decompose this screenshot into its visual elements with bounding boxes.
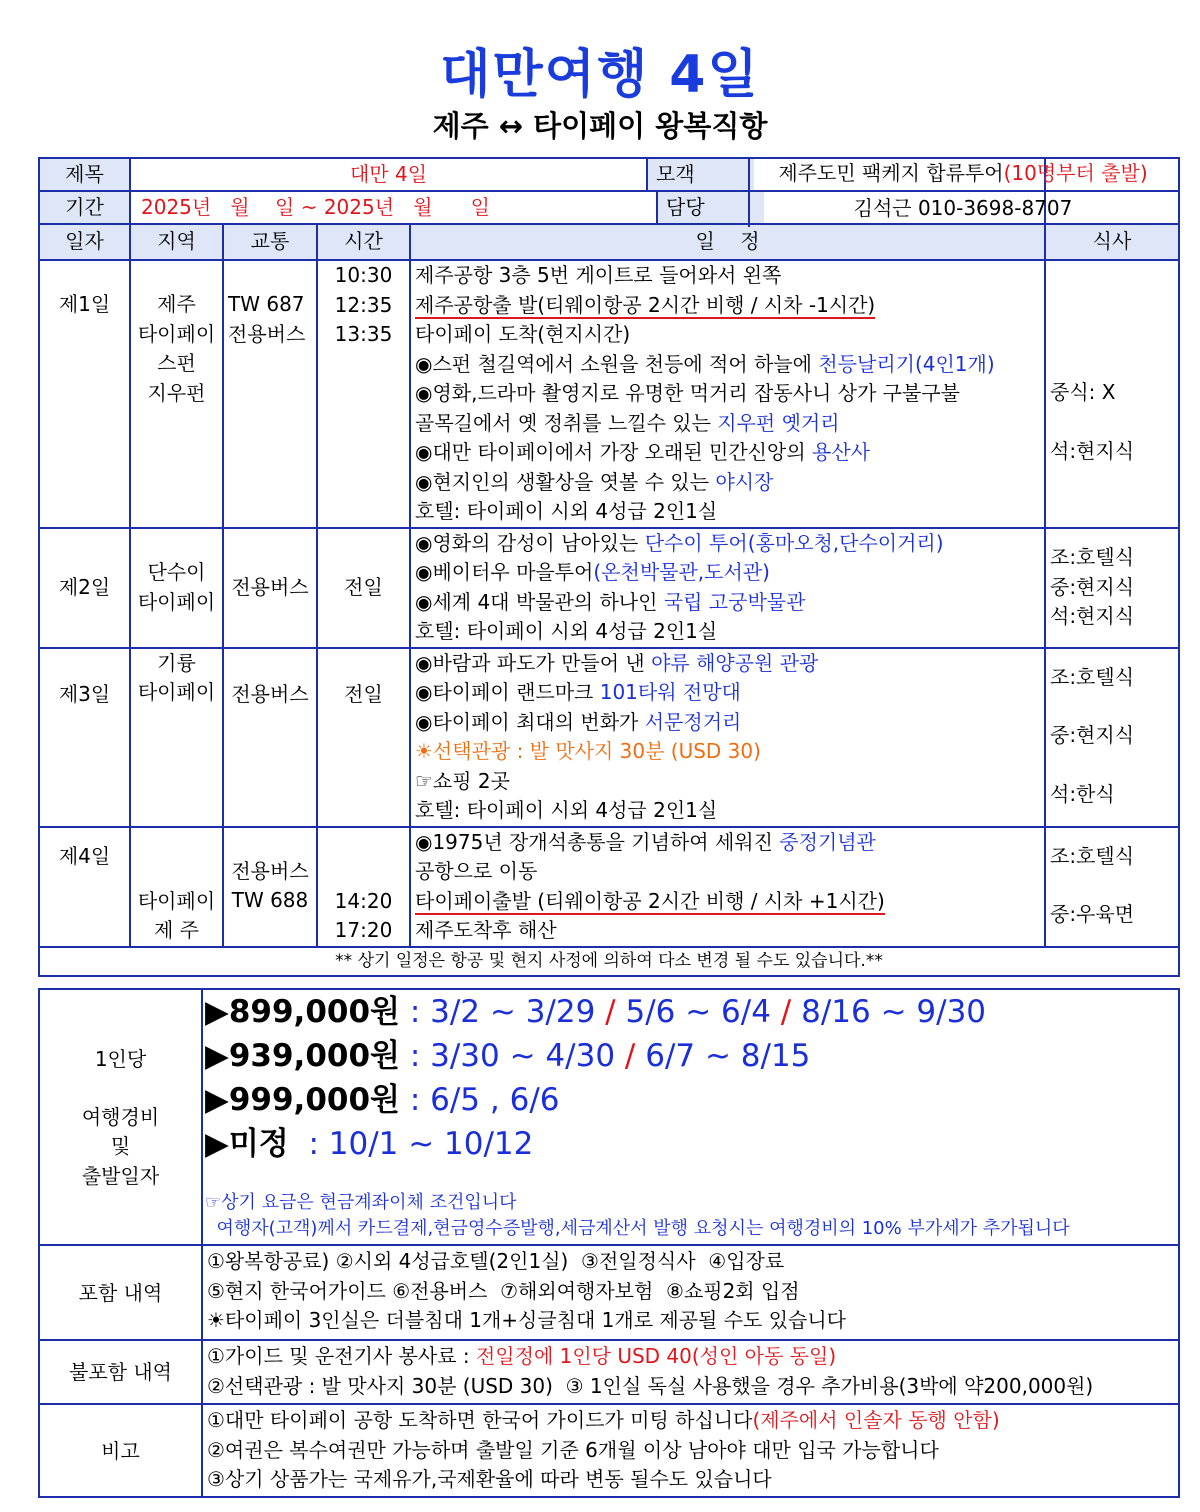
hotel-line: 호텔: 타이페이 시외 4성급 2인1실 (415, 619, 718, 643)
excludes-row (39, 1340, 1179, 1404)
time-text: 17:20 (334, 918, 393, 942)
itinerary-table (38, 157, 1180, 977)
highlight-text: 중정기념관 (779, 829, 876, 854)
time-text: 12:35 (334, 292, 393, 317)
region-text: 단수이 (147, 560, 206, 584)
header-time: 시간 (317, 224, 410, 260)
optional-tour-line: ☀선택관광 : 발 맛사지 30분 (USD 30) (415, 739, 761, 763)
schedule-line (415, 291, 1040, 321)
meal-text: 중:우육면 (1050, 902, 1135, 926)
divider (748, 157, 750, 227)
meal-text: 조:호텔식 (1050, 664, 1135, 689)
remarks-line: ③상기 상품가는 국제유가,국제환율에 따라 변동 될수도 있습니다 (207, 1467, 772, 1491)
schedule-line: ◉베이터우 마을투어(온천박물관,도서관) (415, 560, 770, 584)
subject-label: 제목 (39, 158, 130, 191)
includes-line: ⑤현지 한국어가이드 ⑥전용버스 ⑦해외여행자보험 ⑧쇼핑2회 입점 (207, 1278, 800, 1303)
includes-line: ☀타이페이 3인실은 더블침대 1개+싱글침대 1개로 제공될 수도 있습니다 (207, 1308, 847, 1332)
highlight-text: 용산사 (812, 440, 870, 464)
excludes-line: ②선택관광 : 발 맛사지 30분 (USD 30) ③ 1인실 독실 사용했을 경우 추가비용(3박에 약200,000원) (207, 1373, 1094, 1398)
schedule-line: ◉영화,드라마 촬영지로 유명한 먹거리 잡동사니 상가 구불구불 (415, 381, 960, 405)
highlight-text: 101타워 전망대 (599, 680, 741, 704)
schedule-line: ◉현지인의 생활상을 엿볼 수 있는 야시장 (415, 469, 774, 494)
shopping-line: ☞쇼핑 2곳 (415, 768, 510, 793)
schedule-line (415, 887, 1040, 917)
region-text: 지우펀 (147, 380, 206, 405)
region-text: 타이페이 (137, 589, 216, 614)
region-text: 제 주 (154, 918, 199, 942)
time-text: 14:20 (334, 888, 393, 913)
customer-label: 모객 (646, 159, 754, 190)
excludes-line: ①가이드 및 운전기사 봉사료 : 전일정에 1인당 USD 40(성인 아동 동일) (207, 1344, 837, 1368)
region-text: 타이페이 (137, 888, 216, 913)
flight-text: 타이페이출발 (티웨이항공 2시간 비행 / 시차 +1시간) (415, 888, 885, 913)
day-row (39, 648, 1179, 827)
region-text: 타이페이 (137, 321, 216, 346)
customer-value-cell (748, 157, 1178, 190)
remarks-line: ②여권은 복수여권만 가능하며 출발일 기준 6개월 이상 남아야 대만 입국 가능합니다 (207, 1437, 939, 1462)
schedule-line: ◉대만 타이페이에서 가장 오래된 민간신앙의 용산사 (415, 440, 870, 464)
schedule-note-row (39, 947, 1179, 976)
time-text: 전일 (317, 528, 410, 648)
schedule-note: ** 상기 일정은 항공 및 현지 사정에 의하여 다소 변경 될 수도 있습니다.** (39, 947, 1179, 976)
meal-text: 중식: X (1050, 380, 1116, 404)
customer-value: 제주도민 팩케지 합류투어 (778, 161, 1004, 185)
manager-value: 김석근 010-3698-8707 (853, 196, 1073, 220)
highlight-text: 지우펀 옛거리 (717, 410, 840, 435)
remarks-label: 비고 (39, 1404, 202, 1497)
schedule-line: 타이페이 도착(현지시간) (415, 322, 631, 346)
includes-label: 포함 내역 (39, 1245, 202, 1340)
pricing-note: 여행자(고객)께서 카드결제,현금영수증발행,세금계산서 발행 요청시는 여행경비의 10% 부가세가 추가됩니다 (205, 1218, 1070, 1239)
meal-text: 중:현지식 (1050, 723, 1135, 747)
transport-text: TW 687 (228, 292, 305, 316)
price-row: ▶미정 : 10/1 ~ 10/12 (205, 1126, 534, 1162)
time-text: 10:30 (334, 263, 393, 287)
price-row: ▶999,000원 : 6/5 , 6/6 (205, 1082, 560, 1118)
highlight-text: 국립 고궁박물관 (663, 589, 806, 614)
day-label: 제3일 (58, 681, 111, 706)
day-label: 제1일 (58, 292, 111, 316)
schedule-line: 골목길에서 옛 정취를 느낄수 있는 지우펀 옛거리 (415, 410, 840, 435)
schedule-line: ◉세계 4대 박물관의 하나인 국립 고궁박물관 (415, 589, 806, 614)
region-text: 제주 (157, 292, 196, 316)
manager-label: 담당 (656, 192, 764, 223)
region-text: 스펀 (157, 351, 196, 375)
meal-text: 석:현지식 (1050, 604, 1135, 629)
header-schedule: 일 정 (410, 224, 1045, 260)
hotel-line: 호텔: 타이페이 시외 4성급 2인1실 (415, 798, 718, 822)
header-day: 일자 (39, 224, 130, 260)
excludes-label: 불포함 내역 (39, 1340, 202, 1404)
transport-text: TW 688 (231, 888, 309, 912)
schedule-line: ◉스펀 철길역에서 소원을 천등에 적어 하늘에 천등날리기(4인1개) (415, 351, 995, 376)
transport-text: 전용버스 (223, 528, 317, 648)
transport-text: 전용버스 (231, 681, 309, 706)
pricing-label: 여행경비 (81, 1104, 160, 1129)
schedule-line: ◉타이페이 최대의 번화가 서문정거리 (415, 709, 742, 734)
schedule-line: ◉타이페이 랜드마크 101타워 전망대 (415, 680, 741, 704)
price-row: ▶939,000원 : 3/30 ~ 4/30 / 6/7 ~ 8/15 (205, 1038, 811, 1074)
schedule-line: ◉바람과 파도가 만들어 낸 야류 해양공원 관광 (415, 650, 819, 675)
period-label: 기간 (39, 191, 130, 224)
period-value: 2025년 월 일 ~ 2025년 월 일 (141, 195, 490, 219)
transport-text: 전용버스 (228, 321, 306, 346)
remarks-line: ①대만 타이페이 공항 도착하면 한국어 가이드가 미팅 하십니다(제주에서 인솔자 동행 안함) (207, 1408, 1000, 1432)
schedule-line: 공항으로 이동 (415, 859, 538, 883)
day-row (39, 528, 1179, 648)
pricing-table (38, 988, 1180, 1498)
price-row: ▶899,000원 : 3/2 ~ 3/29 / 5/6 ~ 6/4 / 8/16 ~ 9/30 (205, 994, 987, 1030)
day-label: 제2일 (39, 528, 130, 648)
remarks-row (39, 1404, 1179, 1497)
highlight-text: 단수이 투어(홍마오청,단수이거리) (644, 530, 944, 555)
customer-note: (10명부터 출발) (1003, 161, 1148, 185)
meal-text: 조:호텔식 (1050, 843, 1135, 868)
subject-value: 대만 4일 (349, 162, 428, 186)
schedule-line: 제주도착후 해산 (415, 918, 557, 942)
pricing-label: 및 (110, 1134, 131, 1158)
day-row (39, 260, 1179, 528)
day-label: 제4일 (58, 843, 111, 868)
schedule-line: ◉1975년 장개석총통을 기념하여 세워진 중정기념관 (415, 829, 876, 854)
includes-line: ①왕복항공료) ②시외 4성급호텔(2인1실) ③전일정식사 ④입장료 (207, 1249, 785, 1273)
meal-text: 석:현지식 (1050, 438, 1135, 463)
pricing-note: ☞상기 요금은 현금계좌이체 조건입니다 (205, 1192, 517, 1213)
page-title: 대만여행 4일 (440, 45, 760, 105)
meal-text: 중:현지식 (1050, 574, 1135, 599)
flight-text: 제주공항출 발(티웨이항공 2시간 비행 / 시차 -1시간) (415, 292, 876, 317)
pricing-row (39, 989, 1179, 1245)
day-row (39, 827, 1179, 947)
time-text: 13:35 (334, 322, 393, 346)
header-meal: 식사 (1045, 224, 1179, 260)
time-text: 전일 (344, 681, 383, 706)
region-text: 타이페이 (137, 680, 216, 704)
pricing-label: 1인당 (94, 1047, 147, 1071)
highlight-text: 야류 해양공원 관광 (651, 650, 819, 675)
region-text: 기륭 (157, 650, 196, 675)
includes-row (39, 1245, 1179, 1340)
page-subtitle: 제주 ↔ 타이페이 왕복직항 (432, 109, 768, 143)
highlight-text: 천등날리기(4인1개) (818, 351, 995, 376)
meal-text: 석:한식 (1050, 781, 1115, 806)
schedule-line: 제주공항 3층 5번 게이트로 들어와서 왼쪽 (415, 263, 782, 287)
highlight-text: 서문정거리 (644, 709, 742, 734)
header-region: 지역 (130, 224, 223, 260)
highlight-text: 야시장 (715, 469, 774, 494)
schedule-header-row (39, 224, 1179, 260)
schedule-line: ◉영화의 감성이 남아있는 단수이 투어(홍마오청,단수이거리) (415, 530, 944, 555)
meal-text: 조:호텔식 (1050, 545, 1135, 570)
header-transport: 교통 (223, 224, 317, 260)
hotel-line: 호텔: 타이페이 시외 4성급 2인1실 (415, 499, 718, 523)
pricing-label: 출발일자 (81, 1163, 160, 1188)
transport-text: 전용버스 (231, 858, 309, 883)
highlight-text: (온천박물관,도서관) (593, 560, 770, 584)
